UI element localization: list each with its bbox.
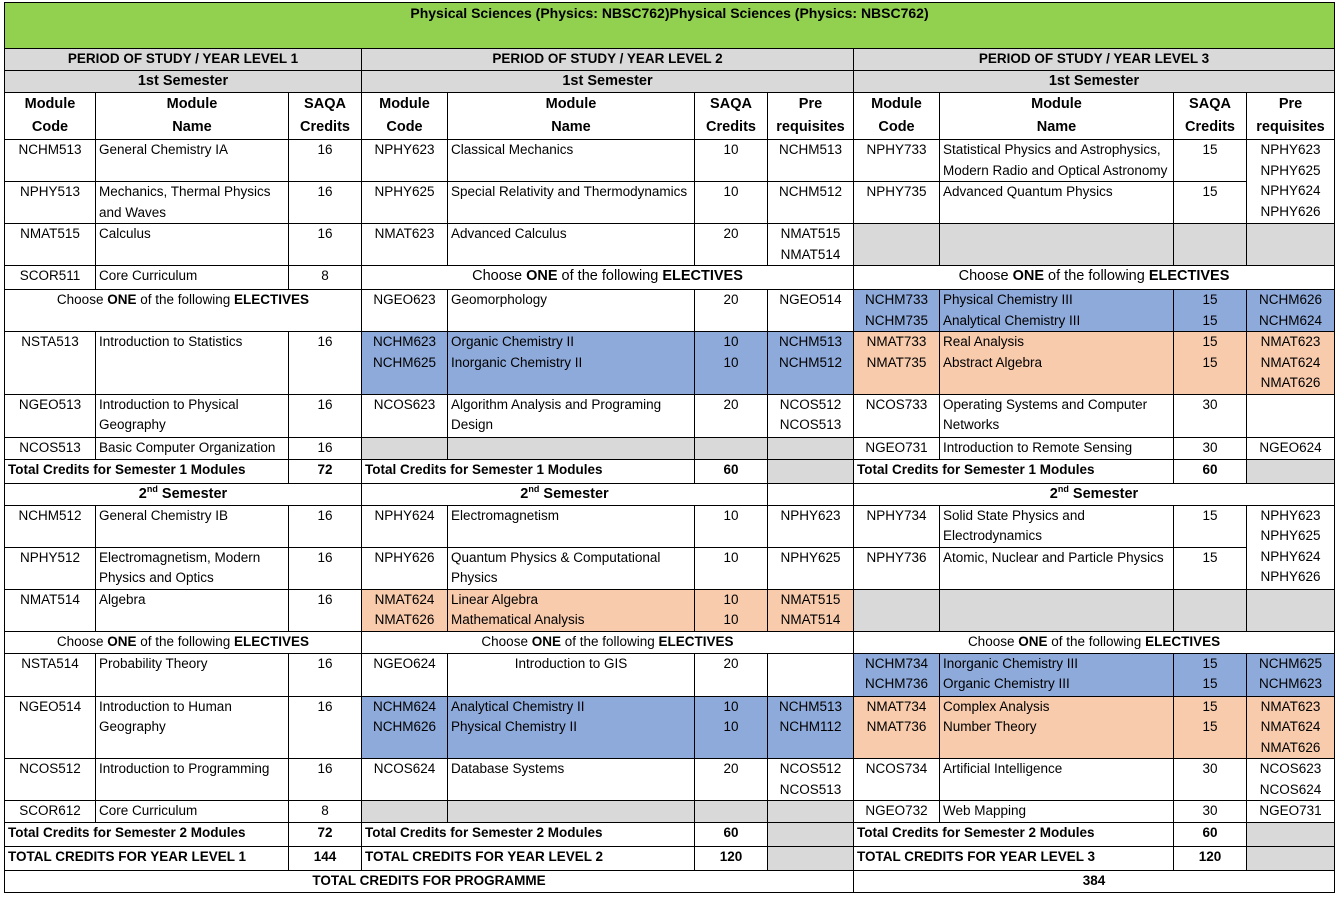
table-row xyxy=(5,437,1335,459)
electives-note: Choose ONE of the following ELECTIVES xyxy=(362,266,854,290)
module-credits: 20 xyxy=(695,224,768,266)
period-year-3: PERIOD OF STUDY / YEAR LEVEL 3 xyxy=(854,49,1335,71)
semester-1-header-y1: 1st Semester xyxy=(5,71,362,93)
module-code: NGEO623 xyxy=(362,290,448,332)
module-name: Database Systems xyxy=(448,759,695,801)
header-module-code: Module Code xyxy=(854,93,940,140)
module-code: NSTA513 xyxy=(5,332,96,395)
module-credits: 20 xyxy=(695,290,768,332)
empty-cell xyxy=(448,801,695,823)
year-total-value: 120 xyxy=(695,847,768,871)
module-name: Advanced Calculus xyxy=(448,224,695,266)
electives-note: Choose ONE of the following ELECTIVES xyxy=(362,631,854,653)
module-name: Linear Algebra Mathematical Analysis xyxy=(448,589,695,631)
table-row xyxy=(5,266,1335,290)
year-total-value: 144 xyxy=(289,847,362,871)
empty-cell xyxy=(768,823,854,847)
module-code: NCHM513 xyxy=(5,140,96,182)
module-credits: 30 xyxy=(1174,801,1247,823)
empty-cell xyxy=(940,224,1174,266)
table-row xyxy=(5,332,1335,395)
module-credits: 10 xyxy=(695,505,768,547)
table-row xyxy=(5,140,1335,182)
module-name: Quantum Physics & Computational Physics xyxy=(448,547,695,589)
module-credits: 15 xyxy=(1174,547,1247,589)
year-total-value: 120 xyxy=(1174,847,1247,871)
empty-cell xyxy=(768,847,854,871)
module-code: NCHM512 xyxy=(5,505,96,547)
module-credits: 30 xyxy=(1174,759,1247,801)
module-prereq: NCHM625 NCHM623 xyxy=(1247,653,1335,696)
module-name: Organic Chemistry II Inorganic Chemistry II xyxy=(448,332,695,395)
module-code: NPHY623 xyxy=(362,140,448,182)
module-credits: 30 xyxy=(1174,394,1247,437)
empty-cell xyxy=(768,483,854,505)
total-label: Total Credits for Semester 2 Modules xyxy=(854,823,1174,847)
module-name: Introduction to GIS xyxy=(448,653,695,696)
module-prereq: NCHM513 xyxy=(768,140,854,182)
module-credits: 16 xyxy=(289,505,362,547)
module-code: SCOR511 xyxy=(5,266,96,290)
module-code: SCOR612 xyxy=(5,801,96,823)
module-credits: 15 15 xyxy=(1174,696,1247,759)
empty-cell xyxy=(1247,394,1335,437)
module-code: NMAT515 xyxy=(5,224,96,266)
module-credits: 15 xyxy=(1174,182,1247,224)
module-name: Introduction to Statistics xyxy=(96,332,289,395)
module-credits: 16 xyxy=(289,696,362,759)
module-credits: 10 xyxy=(695,182,768,224)
module-code: NPHY734 xyxy=(854,505,940,547)
table-row xyxy=(5,631,1335,653)
table-row xyxy=(5,224,1335,266)
module-prereq: NGEO624 xyxy=(1247,437,1335,459)
module-prereq: NMAT623 NMAT624 NMAT626 xyxy=(1247,332,1335,395)
module-code: NPHY733 xyxy=(854,140,940,182)
total-value: 60 xyxy=(1174,459,1247,483)
module-code: NMAT734 NMAT736 xyxy=(854,696,940,759)
table-row xyxy=(5,547,1335,589)
programme-total-label: TOTAL CREDITS FOR PROGRAMME xyxy=(5,871,854,893)
electives-note: Choose ONE of the following ELECTIVES xyxy=(854,631,1335,653)
module-code: NCHM624 NCHM626 xyxy=(362,696,448,759)
electives-note: Choose ONE of the following ELECTIVES xyxy=(5,290,362,332)
module-prereq: NGEO731 xyxy=(1247,801,1335,823)
table-row xyxy=(5,290,1335,332)
module-name: Classical Mechanics xyxy=(448,140,695,182)
module-credits: 30 xyxy=(1174,437,1247,459)
empty-cell xyxy=(854,589,940,631)
module-name: Introduction to Remote Sensing xyxy=(940,437,1174,459)
module-prereq: NPHY625 xyxy=(768,547,854,589)
semester-1-header-y3: 1st Semester xyxy=(854,71,1335,93)
module-prereq: NCHM626 NCHM624 xyxy=(1247,290,1335,332)
module-name: Algorithm Analysis and Programing Design xyxy=(448,394,695,437)
empty-cell xyxy=(854,224,940,266)
module-code: NMAT623 xyxy=(362,224,448,266)
module-prereq: NCOS512 NCOS513 xyxy=(768,759,854,801)
total-label: Total Credits for Semester 1 Modules xyxy=(5,459,289,483)
header-module-name: Module Name xyxy=(448,93,695,140)
header-saqa-credits: SAQA Credits xyxy=(1174,93,1247,140)
year-totals xyxy=(5,847,1335,871)
empty-cell xyxy=(695,437,768,459)
header-module-name: Module Name xyxy=(940,93,1174,140)
module-prereq: NCHM513 NCHM112 xyxy=(768,696,854,759)
module-code: NGEO514 xyxy=(5,696,96,759)
module-name: General Chemistry IA xyxy=(96,140,289,182)
module-name: Core Curriculum xyxy=(96,266,289,290)
page-title: Physical Sciences (Physics: NBSC762)Physical Sciences (Physics: NBSC762) xyxy=(5,3,1335,49)
header-module-name: Module Name xyxy=(96,93,289,140)
module-name: Advanced Quantum Physics xyxy=(940,182,1174,224)
total-value: 72 xyxy=(289,823,362,847)
header-prerequisites: Pre requisites xyxy=(1247,93,1335,140)
empty-cell xyxy=(1247,847,1335,871)
electives-note: Choose ONE of the following ELECTIVES xyxy=(5,631,362,653)
semester-2-header-y1: 2nd Semester xyxy=(5,483,362,505)
module-code: NPHY625 xyxy=(362,182,448,224)
empty-cell xyxy=(1247,589,1335,631)
module-code: NPHY736 xyxy=(854,547,940,589)
module-code: NMAT733 NMAT735 xyxy=(854,332,940,395)
table-row xyxy=(5,653,1335,696)
empty-cell xyxy=(362,437,448,459)
module-code: NCOS624 xyxy=(362,759,448,801)
module-credits: 16 xyxy=(289,589,362,631)
header-prerequisites: Pre requisites xyxy=(768,93,854,140)
module-name: Basic Computer Organization xyxy=(96,437,289,459)
module-code: NPHY624 xyxy=(362,505,448,547)
module-prereq: NCHM512 xyxy=(768,182,854,224)
module-code: NPHY513 xyxy=(5,182,96,224)
module-code: NCOS733 xyxy=(854,394,940,437)
module-prereq: NMAT515 NMAT514 xyxy=(768,224,854,266)
module-code: NMAT624 NMAT626 xyxy=(362,589,448,631)
module-credits: 20 xyxy=(695,759,768,801)
programme-table xyxy=(4,2,1335,893)
module-name: Electromagnetism, Modern Physics and Optics xyxy=(96,547,289,589)
module-credits: 20 xyxy=(695,653,768,696)
module-prereq: NGEO514 xyxy=(768,290,854,332)
module-credits: 15 15 xyxy=(1174,290,1247,332)
table-row xyxy=(5,589,1335,631)
module-code: NGEO624 xyxy=(362,653,448,696)
module-prereq: NPHY623 NPHY625 NPHY624 NPHY626 xyxy=(1247,505,1335,589)
module-code: NCOS734 xyxy=(854,759,940,801)
module-code: NCHM734 NCHM736 xyxy=(854,653,940,696)
module-credits: 20 xyxy=(695,394,768,437)
module-name: Core Curriculum xyxy=(96,801,289,823)
module-code: NGEO513 xyxy=(5,394,96,437)
module-prereq: NMAT515 NMAT514 xyxy=(768,589,854,631)
table-row xyxy=(5,759,1335,801)
module-name: Solid State Physics and Electrodynamics xyxy=(940,505,1174,547)
module-code: NPHY512 xyxy=(5,547,96,589)
module-prereq: NCOS623 NCOS624 xyxy=(1247,759,1335,801)
module-prereq: NPHY623 NPHY625 NPHY624 NPHY626 xyxy=(1247,140,1335,224)
year-total-label: TOTAL CREDITS FOR YEAR LEVEL 1 xyxy=(5,847,289,871)
period-year-1: PERIOD OF STUDY / YEAR LEVEL 1 xyxy=(5,49,362,71)
module-code: NPHY735 xyxy=(854,182,940,224)
empty-cell xyxy=(940,589,1174,631)
module-name: Atomic, Nuclear and Particle Physics xyxy=(940,547,1174,589)
module-credits: 16 xyxy=(289,437,362,459)
module-credits: 8 xyxy=(289,266,362,290)
empty-cell xyxy=(768,801,854,823)
column-headers xyxy=(5,93,1335,140)
empty-cell xyxy=(1247,459,1335,483)
empty-cell xyxy=(1174,589,1247,631)
module-credits: 16 xyxy=(289,547,362,589)
module-name: Artificial Intelligence xyxy=(940,759,1174,801)
module-name: Introduction to Physical Geography xyxy=(96,394,289,437)
electives-note: Choose ONE of the following ELECTIVES xyxy=(854,266,1335,290)
module-name: Calculus xyxy=(96,224,289,266)
module-credits: 16 xyxy=(289,332,362,395)
module-credits: 8 xyxy=(289,801,362,823)
year-total-label: TOTAL CREDITS FOR YEAR LEVEL 2 xyxy=(362,847,695,871)
module-code: NCOS512 xyxy=(5,759,96,801)
header-module-code: Module Code xyxy=(362,93,448,140)
period-year-2: PERIOD OF STUDY / YEAR LEVEL 2 xyxy=(362,49,854,71)
module-name: Analytical Chemistry II Physical Chemistry II xyxy=(448,696,695,759)
table-row xyxy=(5,394,1335,437)
semester-2-totals xyxy=(5,823,1335,847)
total-value: 72 xyxy=(289,459,362,483)
total-label: Total Credits for Semester 1 Modules xyxy=(362,459,695,483)
module-code: NCOS623 xyxy=(362,394,448,437)
empty-cell xyxy=(768,459,854,483)
module-name: Introduction to Programming xyxy=(96,759,289,801)
table-row xyxy=(5,801,1335,823)
module-prereq: NMAT623 NMAT624 NMAT626 xyxy=(1247,696,1335,759)
module-credits: 10 xyxy=(695,547,768,589)
module-code: NCHM623 NCHM625 xyxy=(362,332,448,395)
module-credits: 15 15 xyxy=(1174,332,1247,395)
empty-cell xyxy=(448,437,695,459)
module-name: Operating Systems and Computer Networks xyxy=(940,394,1174,437)
table-row xyxy=(5,696,1335,759)
module-name: Introduction to Human Geography xyxy=(96,696,289,759)
programme-total-row xyxy=(5,871,1335,893)
module-prereq: NPHY623 xyxy=(768,505,854,547)
module-code: NPHY626 xyxy=(362,547,448,589)
empty-cell xyxy=(362,801,448,823)
module-credits: 10 10 xyxy=(695,696,768,759)
module-credits: 16 xyxy=(289,394,362,437)
module-code: NMAT514 xyxy=(5,589,96,631)
module-name: General Chemistry IB xyxy=(96,505,289,547)
empty-cell xyxy=(1247,224,1335,266)
module-name: Web Mapping xyxy=(940,801,1174,823)
module-credits: 16 xyxy=(289,140,362,182)
module-code: NGEO731 xyxy=(854,437,940,459)
empty-cell xyxy=(695,801,768,823)
module-name: Statistical Physics and Astrophysics, Modern Radio and Optical Astronomy xyxy=(940,140,1174,182)
module-name: Physical Chemistry III Analytical Chemistry III xyxy=(940,290,1174,332)
empty-cell xyxy=(1247,823,1335,847)
module-name: Mechanics, Thermal Physics and Waves xyxy=(96,182,289,224)
module-credits: 10 xyxy=(695,140,768,182)
module-credits: 16 xyxy=(289,224,362,266)
header-saqa-credits: SAQA Credits xyxy=(289,93,362,140)
module-name: Inorganic Chemistry III Organic Chemistry III xyxy=(940,653,1174,696)
table-row xyxy=(5,182,1335,224)
programme-total-value: 384 xyxy=(854,871,1335,893)
table-row xyxy=(5,505,1335,547)
total-label: Total Credits for Semester 2 Modules xyxy=(362,823,695,847)
total-value: 60 xyxy=(1174,823,1247,847)
module-credits: 16 xyxy=(289,653,362,696)
total-label: Total Credits for Semester 2 Modules xyxy=(5,823,289,847)
module-credits: 10 10 xyxy=(695,589,768,631)
header-module-code: Module Code xyxy=(5,93,96,140)
module-code: NCHM733 NCHM735 xyxy=(854,290,940,332)
total-value: 60 xyxy=(695,823,768,847)
module-prereq: NCHM513 NCHM512 xyxy=(768,332,854,395)
module-name: Complex Analysis Number Theory xyxy=(940,696,1174,759)
header-saqa-credits: SAQA Credits xyxy=(695,93,768,140)
empty-cell xyxy=(1174,224,1247,266)
module-credits: 15 xyxy=(1174,505,1247,547)
module-credits: 16 xyxy=(289,182,362,224)
semester-2-header-y3: 2nd Semester xyxy=(854,483,1335,505)
module-credits: 15 xyxy=(1174,140,1247,182)
module-name: Special Relativity and Thermodynamics xyxy=(448,182,695,224)
module-credits: 10 10 xyxy=(695,332,768,395)
module-name: Real Analysis Abstract Algebra xyxy=(940,332,1174,395)
module-name: Probability Theory xyxy=(96,653,289,696)
semester-1-header-y2: 1st Semester xyxy=(362,71,854,93)
module-code: NSTA514 xyxy=(5,653,96,696)
module-name: Geomorphology xyxy=(448,290,695,332)
empty-cell xyxy=(768,653,854,696)
module-credits: 15 15 xyxy=(1174,653,1247,696)
semester-2-header-y2: 2nd Semester xyxy=(362,483,768,505)
module-code: NGEO732 xyxy=(854,801,940,823)
total-label: Total Credits for Semester 1 Modules xyxy=(854,459,1174,483)
semester-1-totals xyxy=(5,459,1335,483)
module-prereq: NCOS512 NCOS513 xyxy=(768,394,854,437)
empty-cell xyxy=(768,437,854,459)
year-total-label: TOTAL CREDITS FOR YEAR LEVEL 3 xyxy=(854,847,1174,871)
module-name: Electromagnetism xyxy=(448,505,695,547)
module-credits: 16 xyxy=(289,759,362,801)
total-value: 60 xyxy=(695,459,768,483)
module-name: Algebra xyxy=(96,589,289,631)
module-code: NCOS513 xyxy=(5,437,96,459)
